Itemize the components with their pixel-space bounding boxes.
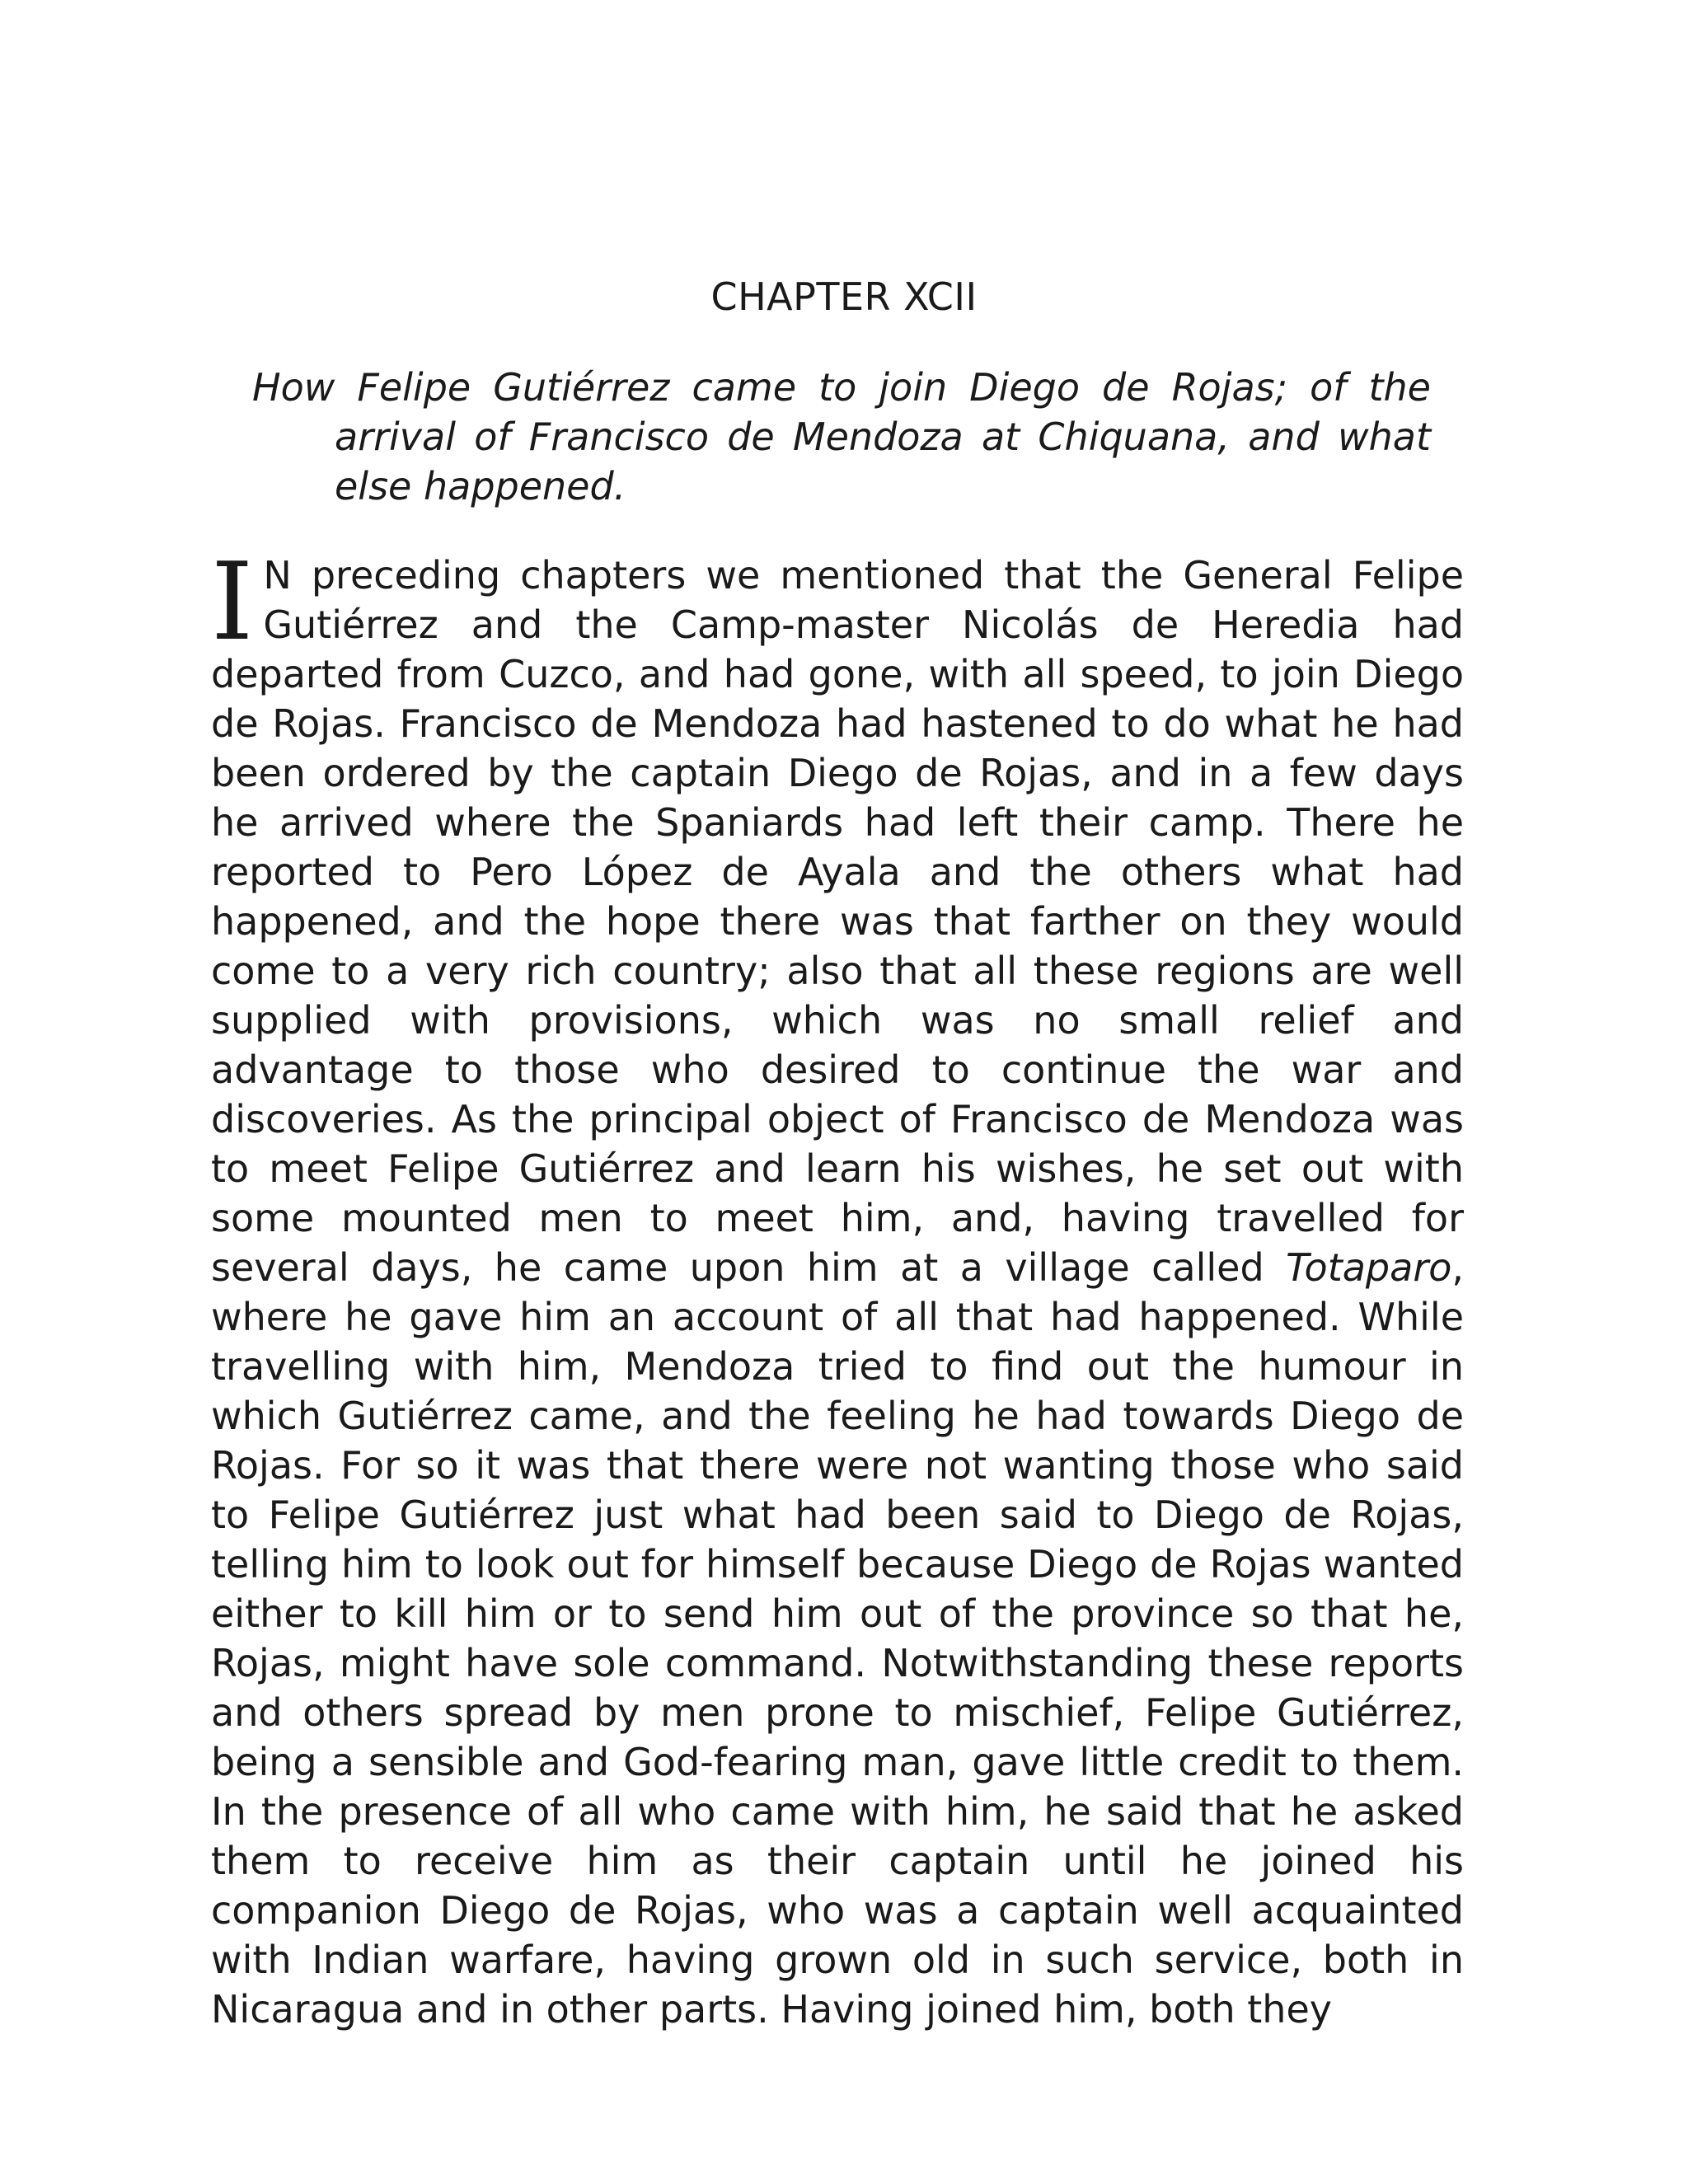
place-name-italic: Totaparo xyxy=(1286,1245,1452,1290)
chapter-body-paragraph xyxy=(211,539,1464,2034)
body-text-part-2: , where he gave him an account of all that had happened. While travelling with him, Mendoza tried to find out the humour in which Gutiérrez came, and the feeling he had towards Diego de Rojas. For so it was that there were not wanting those who said to Felipe Gutiérrez just what had been said to Diego de Rojas, telling him to look out for himself because Diego de Rojas wanted either to kill him or to send him out of the province so that he, Rojas, might have sole command. Notwithstanding these reports and others spread by men prone to mischief, Felipe Gutiérrez, being a sensible and God-fearing man, gave little credit to them. In the presence of all who came with him, he said that he asked them to receive him as their captain until he joined his companion Diego de Rojas, who was a captain well acquainted with Indian warfare, having grown old in such service, both in Nicaragua and in other parts. Having joined him, both they xyxy=(211,1245,1464,2032)
chapter-heading: CHAPTER XCII xyxy=(710,274,978,319)
chapter-summary: How Felipe Gutiérrez came to join Diego de Rojas; of the arrival of Francisco de Mendoza at Chiquana, and what else happened. xyxy=(252,365,1431,509)
drop-cap-letter: I xyxy=(211,539,254,664)
body-text-part-1: N preceding chapters we mentioned that the General Felipe Gutiérrez and the Camp-master Nicolás de Heredia had departed from Cuzco, and had gone, with all speed, to join Diego de Rojas. Francisco de Mendoza had hastened to do what he had been ordered by the captain Diego de Rojas, and in a few days he arrived where the Spaniards had left their camp. There he reported to Pero López de Ayala and the others what had happened, and the hope there was that farther on they would come to a very rich country; also that all these regions are well supplied with provisions, which was no small relief and advantage to those who desired to continue the war and discoveries. As the principal object of Francisco de Mendoza was to meet Felipe Gutiérrez and learn his wishes, he set out with some mounted men to meet him, and, having travelled for several days, he came upon him at a village called xyxy=(211,553,1464,1290)
